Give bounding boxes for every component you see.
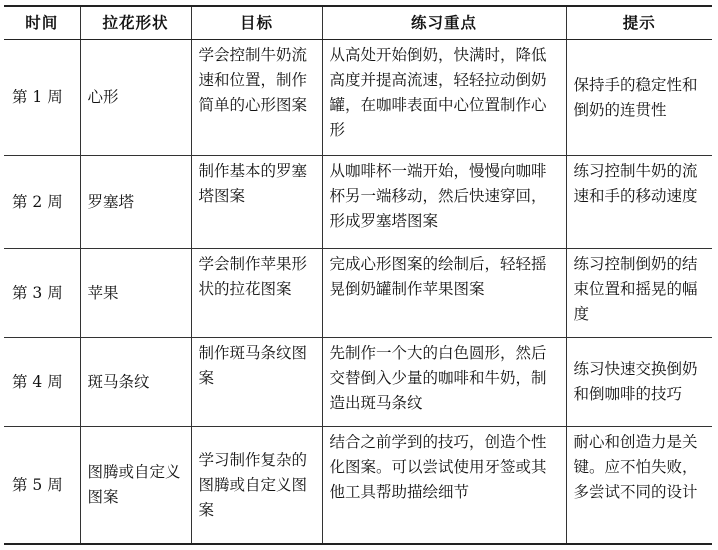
week-cell: 第 4 周 xyxy=(4,338,80,427)
practice-table xyxy=(4,5,712,545)
key-points-cell: 完成心形图案的绘制后，轻轻摇晃倒奶罐制作苹果图案 xyxy=(322,249,566,338)
header-goal: 目标 xyxy=(191,6,322,40)
goal-cell: 学习制作复杂的图腾或自定义图案 xyxy=(191,427,322,545)
key-points-cell: 先制作一个大的白色圆形，然后交替倒入少量的咖啡和牛奶，制造出斑马条纹 xyxy=(322,338,566,427)
table-row xyxy=(4,427,712,545)
goal-cell: 制作基本的罗塞塔图案 xyxy=(191,156,322,249)
goal-cell: 学会制作苹果形状的拉花图案 xyxy=(191,249,322,338)
goal-cell: 制作斑马条纹图案 xyxy=(191,338,322,427)
table-row xyxy=(4,40,712,156)
tips-cell: 练习快速交换倒奶和倒咖啡的技巧 xyxy=(566,338,712,427)
latte-art-schedule xyxy=(4,5,712,545)
week-cell: 第 5 周 xyxy=(4,427,80,545)
key-points-cell: 从高处开始倒奶，快满时，降低高度并提高流速，轻轻拉动倒奶罐，在咖啡表面中心位置制作心形 xyxy=(322,40,566,156)
shape-cell: 苹果 xyxy=(80,249,191,338)
week-cell: 第 3 周 xyxy=(4,249,80,338)
table-row xyxy=(4,338,712,427)
header-key-points: 练习重点 xyxy=(322,6,566,40)
goal-cell: 学会控制牛奶流速和位置，制作简单的心形图案 xyxy=(191,40,322,156)
shape-cell: 心形 xyxy=(80,40,191,156)
header-row xyxy=(4,6,712,40)
header-tips: 提示 xyxy=(566,6,712,40)
header-shape: 拉花形状 xyxy=(80,6,191,40)
week-cell: 第 1 周 xyxy=(4,40,80,156)
tips-cell: 保持手的稳定性和倒奶的连贯性 xyxy=(566,40,712,156)
tips-cell: 耐心和创造力是关键。应不怕失败，多尝试不同的设计 xyxy=(566,427,712,545)
week-cell: 第 2 周 xyxy=(4,156,80,249)
table-row xyxy=(4,156,712,249)
key-points-cell: 结合之前学到的技巧，创造个性化图案。可以尝试使用牙签或其他工具帮助描绘细节 xyxy=(322,427,566,545)
table-row xyxy=(4,249,712,338)
shape-cell: 罗塞塔 xyxy=(80,156,191,249)
tips-cell: 练习控制倒奶的结束位置和摇晃的幅度 xyxy=(566,249,712,338)
header-time: 时间 xyxy=(4,6,80,40)
shape-cell: 图腾或自定义图案 xyxy=(80,427,191,545)
tips-cell: 练习控制牛奶的流速和手的移动速度 xyxy=(566,156,712,249)
key-points-cell: 从咖啡杯一端开始，慢慢向咖啡杯另一端移动，然后快速穿回，形成罗塞塔图案 xyxy=(322,156,566,249)
shape-cell: 斑马条纹 xyxy=(80,338,191,427)
